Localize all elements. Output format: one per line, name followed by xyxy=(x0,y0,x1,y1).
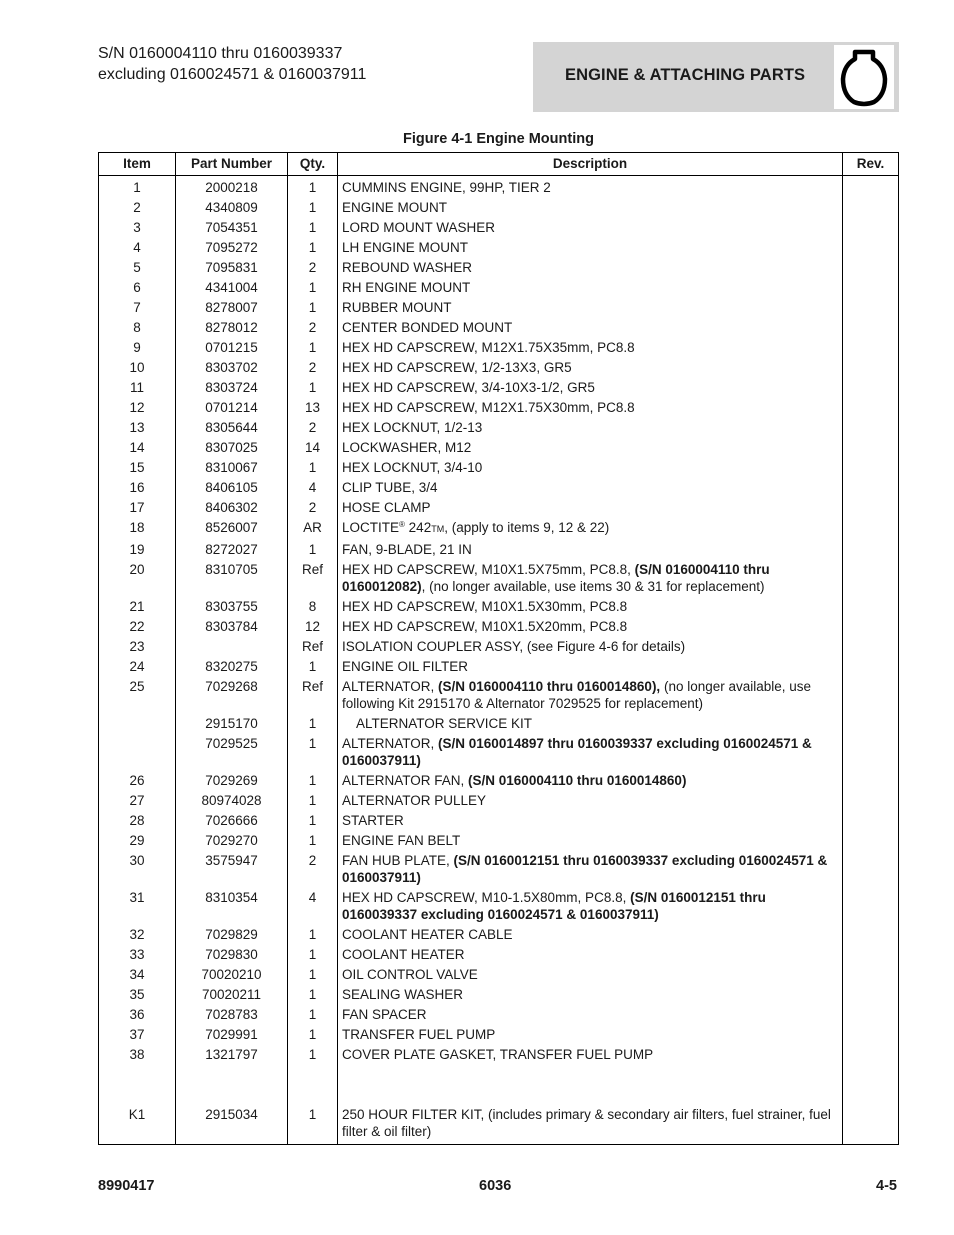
part-number-cell: 8320275 xyxy=(205,659,258,674)
table-row xyxy=(99,279,898,299)
description-cell: OIL CONTROL VALVE xyxy=(342,967,478,982)
table-row xyxy=(99,541,898,561)
column-header-item: Item xyxy=(123,156,151,171)
item-cell: 9 xyxy=(133,340,141,355)
table-row xyxy=(99,419,898,439)
table-row xyxy=(99,479,898,499)
item-cell: 6 xyxy=(133,280,141,295)
part-number-cell: 8303784 xyxy=(205,619,258,634)
description-text: , (no longer available, use items 30 & 31 for replacement) xyxy=(421,579,765,594)
table-row xyxy=(99,1106,898,1143)
item-cell: 30 xyxy=(129,853,145,868)
serial-number-note: (S/N 0160004110 thru 0160014860) xyxy=(468,773,687,788)
table-row xyxy=(99,519,898,541)
description-cell: 250 HOUR FILTER KIT, (includes primary & secondary air filters, fuel strainer, fuel filter & oil filter) xyxy=(342,1107,831,1139)
table-row xyxy=(99,459,898,479)
qty-cell: 1 xyxy=(308,220,317,235)
item-cell: 5 xyxy=(133,260,141,275)
description-text: (no longer available, use following Kit 2915170 & Alternator 7029525 for replacement) xyxy=(342,679,812,711)
description-cell: HEX HD CAPSCREW, M12X1.75X30mm, PC8.8 xyxy=(342,400,635,415)
part-number-cell: 8526007 xyxy=(205,520,258,535)
qty-cell: 1 xyxy=(308,716,317,731)
table-row xyxy=(99,618,898,638)
serial-number-line-2: excluding 0160024571 & 0160037911 xyxy=(98,66,367,83)
description-cell: HEX HD CAPSCREW, 1/2-13X3, GR5 xyxy=(342,360,572,375)
part-number-cell: 7029829 xyxy=(205,927,258,942)
qty-cell: 2 xyxy=(308,260,317,275)
part-number-cell: 80974028 xyxy=(201,793,262,808)
item-cell: 13 xyxy=(129,420,145,435)
registered-mark: ® xyxy=(399,520,405,529)
item-cell: 29 xyxy=(129,833,145,848)
description-cell xyxy=(342,772,834,789)
table-row xyxy=(99,792,898,812)
item-cell: K1 xyxy=(128,1107,146,1122)
description-cell: CLIP TUBE, 3/4 xyxy=(342,480,438,495)
engine-icon xyxy=(834,45,894,109)
description-cell: HEX LOCKNUT, 3/4-10 xyxy=(342,460,483,475)
qty-cell: AR xyxy=(303,520,322,535)
part-number-cell: 7029830 xyxy=(205,947,258,962)
part-number-cell: 8307025 xyxy=(205,440,258,455)
description-cell: HEX HD CAPSCREW, M10X1.5X30mm, PC8.8 xyxy=(342,599,628,614)
part-number-cell: 8305644 xyxy=(205,420,258,435)
qty-cell: 1 xyxy=(308,1107,317,1122)
table-row xyxy=(99,219,898,239)
serial-number-note: (S/N 0160012151 thru 0160039337 excluding 0160024571 & 0160037911) xyxy=(342,853,828,885)
qty-cell: 2 xyxy=(308,500,317,515)
item-cell: 16 xyxy=(129,480,145,495)
footer-document-number: 8990417 xyxy=(98,1178,155,1194)
item-cell: 20 xyxy=(129,562,145,577)
qty-cell: 1 xyxy=(308,1007,317,1022)
item-cell: 18 xyxy=(129,520,145,535)
table-row xyxy=(99,986,898,1006)
serial-number-note: (S/N 0160004110 thru 0160012082) xyxy=(342,562,770,594)
description-cell xyxy=(342,735,834,769)
part-number-cell: 8303755 xyxy=(205,599,258,614)
description-cell: CUMMINS ENGINE, 99HP, TIER 2 xyxy=(342,180,551,195)
description-text: , (apply to items 9, 12 & 22) xyxy=(444,520,610,535)
qty-cell: 1 xyxy=(308,813,317,828)
table-row xyxy=(99,638,898,658)
item-cell: 22 xyxy=(129,619,145,634)
item-cell: 2 xyxy=(133,200,141,215)
table-row xyxy=(99,966,898,986)
item-cell: 35 xyxy=(129,987,145,1002)
item-cell: 36 xyxy=(129,1007,145,1022)
qty-cell: 8 xyxy=(308,599,317,614)
part-number-cell: 8272027 xyxy=(205,542,258,557)
description-text: HEX HD CAPSCREW, M10X1.5X75mm, PC8.8, xyxy=(342,562,635,577)
table-row xyxy=(99,658,898,678)
table-row xyxy=(99,259,898,279)
item-cell: 1 xyxy=(133,180,141,195)
part-number-cell: 7029991 xyxy=(205,1027,258,1042)
part-number-cell: 70020211 xyxy=(201,987,262,1002)
table-row xyxy=(99,926,898,946)
table-row xyxy=(99,1006,898,1026)
part-number-cell: 7095831 xyxy=(205,260,258,275)
serial-number-note: (S/N 0160004110 thru 0160014860), xyxy=(438,679,661,694)
qty-cell: 2 xyxy=(308,320,317,335)
part-number-cell: 7029270 xyxy=(205,833,258,848)
item-cell: 19 xyxy=(129,542,145,557)
part-number-cell: 3575947 xyxy=(205,853,258,868)
part-number-cell: 8310705 xyxy=(205,562,258,577)
description-cell: ENGINE MOUNT xyxy=(342,200,448,215)
item-cell: 25 xyxy=(129,679,145,694)
description-cell: FAN, 9-BLADE, 21 IN xyxy=(342,542,472,557)
table-row xyxy=(99,852,898,889)
part-number-cell: 7029525 xyxy=(205,736,258,751)
part-number-cell: 7026666 xyxy=(205,813,258,828)
description-text: HEX HD CAPSCREW, M10-1.5X80mm, PC8.8, xyxy=(342,890,631,905)
part-number-cell: 8303724 xyxy=(205,380,258,395)
table-row xyxy=(99,499,898,519)
part-number-cell: 7028783 xyxy=(205,1007,258,1022)
description-cell xyxy=(342,889,834,923)
qty-cell: 4 xyxy=(308,480,317,495)
qty-cell: Ref xyxy=(301,679,323,694)
description-cell: SEALING WASHER xyxy=(342,987,464,1002)
footer-page-number: 4-5 xyxy=(876,1178,897,1194)
description-cell xyxy=(342,561,834,595)
item-cell: 11 xyxy=(129,380,144,395)
qty-cell: 1 xyxy=(308,380,317,395)
description-text: ALTERNATOR, xyxy=(342,736,439,751)
part-number-cell: 1321797 xyxy=(205,1047,258,1062)
description-cell: HEX LOCKNUT, 1/2-13 xyxy=(342,420,483,435)
table-row xyxy=(99,439,898,459)
column-header-description: Description xyxy=(552,156,628,171)
description-cell xyxy=(342,678,834,712)
part-number-cell: 8278007 xyxy=(205,300,258,315)
part-number-cell: 7095272 xyxy=(205,240,258,255)
part-number-cell: 7054351 xyxy=(205,220,258,235)
qty-cell: 1 xyxy=(308,773,317,788)
part-number-cell: 70020210 xyxy=(201,967,262,982)
item-cell: 37 xyxy=(129,1027,145,1042)
qty-cell: Ref xyxy=(301,639,323,654)
qty-cell: Ref xyxy=(301,562,323,577)
table-row xyxy=(99,598,898,618)
item-cell: 10 xyxy=(129,360,145,375)
qty-cell: 1 xyxy=(308,987,317,1002)
part-number-cell: 2000218 xyxy=(205,180,258,195)
table-row xyxy=(99,1026,898,1046)
serial-number-note: (S/N 0160014897 thru 0160039337 excluding 0160024571 & 0160037911) xyxy=(342,736,812,768)
description-text: 242 xyxy=(404,520,432,535)
description-cell: STARTER xyxy=(342,813,404,828)
part-number-cell: 8406105 xyxy=(205,480,258,495)
part-number-cell: 2915170 xyxy=(205,716,258,731)
description-cell xyxy=(342,519,834,538)
item-cell: 23 xyxy=(129,639,145,654)
description-cell: COOLANT HEATER CABLE xyxy=(342,927,513,942)
qty-cell: 13 xyxy=(304,400,321,415)
description-text: FAN HUB PLATE, xyxy=(342,853,454,868)
table-row xyxy=(99,889,898,926)
description-cell: REBOUND WASHER xyxy=(342,260,473,275)
qty-cell: 1 xyxy=(308,180,317,195)
table-row xyxy=(99,359,898,379)
description-cell: COVER PLATE GASKET, TRANSFER FUEL PUMP xyxy=(342,1047,654,1062)
qty-cell: 1 xyxy=(308,460,317,475)
table-row xyxy=(99,239,898,259)
description-cell: ENGINE OIL FILTER xyxy=(342,659,469,674)
qty-cell: 2 xyxy=(308,420,317,435)
serial-number-line-1: S/N 0160004110 thru 0160039337 xyxy=(98,45,343,62)
part-number-cell: 8406302 xyxy=(205,500,258,515)
item-cell: 32 xyxy=(129,927,145,942)
item-cell: 4 xyxy=(133,240,141,255)
item-cell: 34 xyxy=(129,967,145,982)
description-cell: RH ENGINE MOUNT xyxy=(342,280,471,295)
table-body xyxy=(99,179,898,1143)
qty-cell: 1 xyxy=(308,793,317,808)
qty-cell: 12 xyxy=(304,619,321,634)
part-number-cell: 2915034 xyxy=(205,1107,258,1122)
qty-cell: 2 xyxy=(308,360,317,375)
part-number-cell: 0701215 xyxy=(205,340,258,355)
table-row xyxy=(99,772,898,792)
footer-model-number: 6036 xyxy=(479,1178,512,1194)
description-text: ALTERNATOR, xyxy=(342,679,439,694)
item-cell: 24 xyxy=(129,659,145,674)
qty-cell: 1 xyxy=(308,200,317,215)
column-header-rev: Rev. xyxy=(856,156,885,171)
table-row xyxy=(99,379,898,399)
qty-cell: 2 xyxy=(308,853,317,868)
parts-table xyxy=(98,152,899,1145)
part-number-cell: 4341004 xyxy=(205,280,258,295)
part-number-cell: 0701214 xyxy=(205,400,258,415)
table-row xyxy=(99,735,898,772)
item-cell: 26 xyxy=(129,773,145,788)
trademark-mark: TM xyxy=(431,524,445,534)
item-cell: 38 xyxy=(129,1047,145,1062)
description-cell: CENTER BONDED MOUNT xyxy=(342,320,513,335)
item-cell: 33 xyxy=(129,947,145,962)
table-row xyxy=(99,678,898,715)
qty-cell: 1 xyxy=(308,833,317,848)
description-cell: COOLANT HEATER xyxy=(342,947,465,962)
table-row xyxy=(99,299,898,319)
table-row xyxy=(99,179,898,199)
table-row xyxy=(99,1046,898,1066)
part-number-cell: 7029268 xyxy=(205,679,258,694)
description-cell: LH ENGINE MOUNT xyxy=(342,240,469,255)
description-text: ALTERNATOR FAN, xyxy=(342,773,469,788)
section-header xyxy=(533,42,899,112)
table-row xyxy=(99,812,898,832)
table-row xyxy=(99,561,898,598)
qty-cell: 1 xyxy=(308,240,317,255)
item-cell: 15 xyxy=(129,460,145,475)
part-number-cell: 8278012 xyxy=(205,320,258,335)
item-cell: 27 xyxy=(129,793,145,808)
description-cell: LORD MOUNT WASHER xyxy=(342,220,496,235)
table-row xyxy=(99,832,898,852)
item-cell: 28 xyxy=(129,813,145,828)
column-header-qty: Qty. xyxy=(299,156,326,171)
qty-cell: 1 xyxy=(308,1047,317,1062)
qty-cell: 1 xyxy=(308,967,317,982)
description-cell: HEX HD CAPSCREW, M10X1.5X20mm, PC8.8 xyxy=(342,619,628,634)
qty-cell: 1 xyxy=(308,340,317,355)
description-cell: HEX HD CAPSCREW, 3/4-10X3-1/2, GR5 xyxy=(342,380,595,395)
qty-cell: 1 xyxy=(308,1027,317,1042)
description-text: LOCTITE xyxy=(342,520,400,535)
qty-cell: 1 xyxy=(308,927,317,942)
qty-cell: 1 xyxy=(308,280,317,295)
description-cell: ALTERNATOR PULLEY xyxy=(342,793,487,808)
table-row xyxy=(99,319,898,339)
description-cell xyxy=(342,852,834,886)
qty-cell: 4 xyxy=(308,890,317,905)
item-cell: 21 xyxy=(129,599,145,614)
table-row xyxy=(99,946,898,966)
item-cell: 8 xyxy=(133,320,141,335)
qty-cell: 1 xyxy=(308,300,317,315)
table-row xyxy=(99,339,898,359)
description-cell: HEX HD CAPSCREW, M12X1.75X35mm, PC8.8 xyxy=(342,340,635,355)
qty-cell: 14 xyxy=(304,440,321,455)
description-cell: TRANSFER FUEL PUMP xyxy=(342,1027,496,1042)
table-row xyxy=(99,715,898,735)
part-number-cell: 8303702 xyxy=(205,360,258,375)
serial-number-range xyxy=(98,43,366,85)
description-cell: ALTERNATOR SERVICE KIT xyxy=(356,716,533,731)
description-cell: LOCKWASHER, M12 xyxy=(342,440,472,455)
table-row xyxy=(99,399,898,419)
description-cell: RUBBER MOUNT xyxy=(342,300,452,315)
figure-title: Figure 4-1 Engine Mounting xyxy=(403,131,594,147)
item-cell: 14 xyxy=(129,440,145,455)
qty-cell: 1 xyxy=(308,542,317,557)
description-cell: FAN SPACER xyxy=(342,1007,427,1022)
description-cell: ENGINE FAN BELT xyxy=(342,833,461,848)
part-number-cell: 8310354 xyxy=(205,890,258,905)
item-cell: 31 xyxy=(129,890,145,905)
description-cell: HOSE CLAMP xyxy=(342,500,431,515)
description-cell: ISOLATION COUPLER ASSY, (see Figure 4-6 for details) xyxy=(342,639,686,654)
part-number-cell: 7029269 xyxy=(205,773,258,788)
column-header-part-number: Part Number xyxy=(190,156,273,171)
qty-cell: 1 xyxy=(308,659,317,674)
item-cell: 7 xyxy=(133,300,141,315)
section-title: ENGINE & ATTACHING PARTS xyxy=(565,66,806,84)
qty-cell: 1 xyxy=(308,736,317,751)
item-cell: 17 xyxy=(129,500,145,515)
item-cell: 12 xyxy=(129,400,145,415)
serial-number-note: (S/N 0160012151 thru 0160039337 excluding 0160024571 & 0160037911) xyxy=(342,890,766,922)
part-number-cell: 4340809 xyxy=(205,200,258,215)
qty-cell: 1 xyxy=(308,947,317,962)
table-row xyxy=(99,199,898,219)
part-number-cell: 8310067 xyxy=(205,460,258,475)
item-cell: 3 xyxy=(133,220,141,235)
